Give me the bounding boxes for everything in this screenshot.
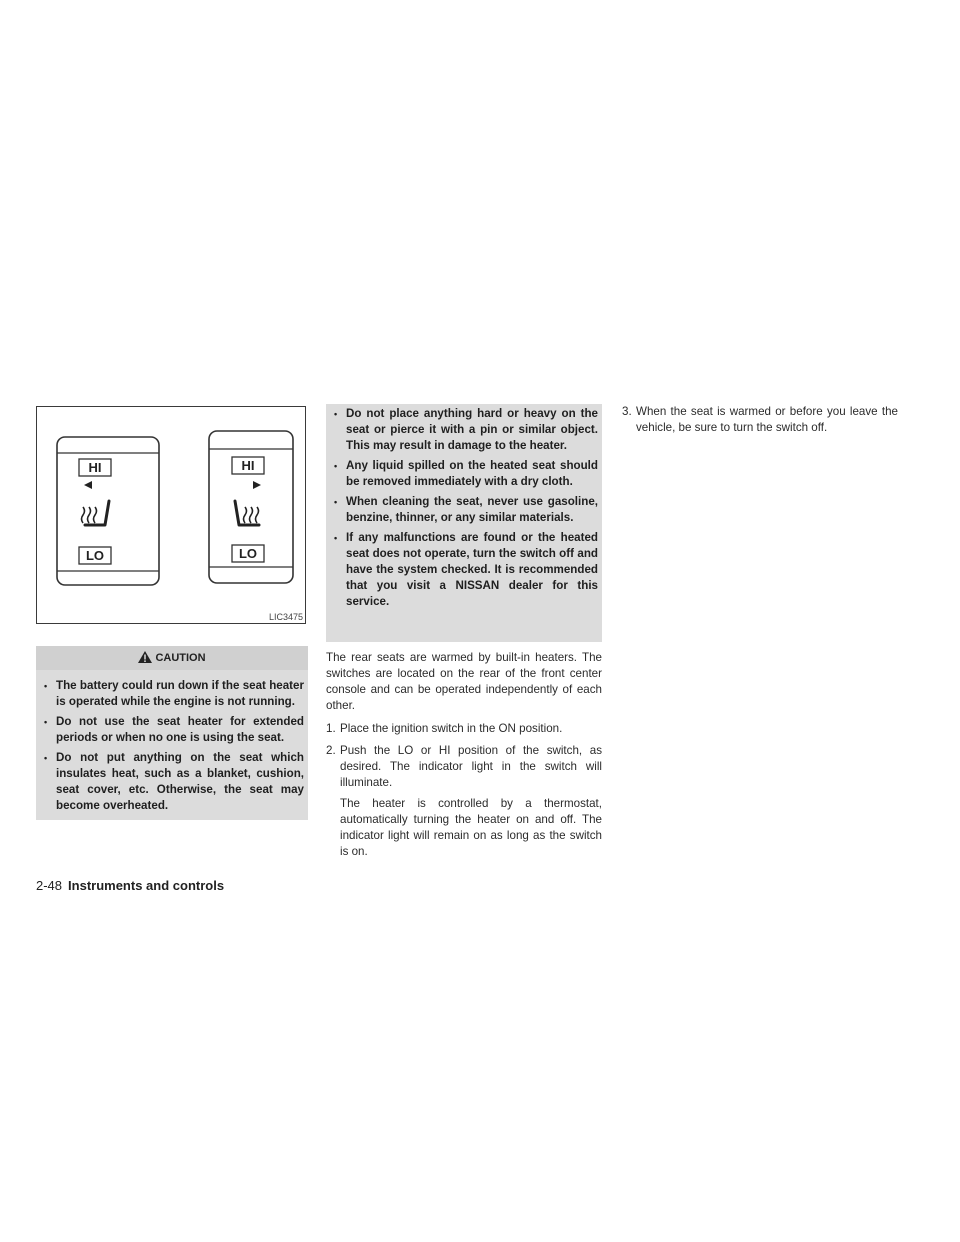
caution-list (36, 670, 308, 814)
left-lo-label: LO (85, 548, 105, 563)
left-hi-label: HI (88, 460, 102, 475)
right-hi-label: HI (241, 458, 255, 473)
caution-item: • Do not put anything on the seat which insulates heat, such as a blanket, cushion, seat cover, etc. Otherwise, the seat may become overheated. (44, 750, 304, 814)
intro-paragraph: The rear seats are warmed by built-in heaters. The switches are located on the rear of the front center console and can be operated independently of each other. (326, 651, 602, 712)
seat-heater-switch-figure (36, 406, 306, 624)
step-text: Place the ignition switch in the ON position. (340, 722, 563, 735)
page-footer (36, 878, 224, 893)
page-number: 2-48 (36, 878, 63, 893)
caution-title: CAUTION (155, 652, 206, 664)
body-column-3 (622, 404, 898, 442)
step-subtext: The heater is controlled by a thermostat, automatically turning the heater on and off. The indicator light will remain on as long as the switch is on. (340, 797, 602, 858)
seat-heater-switch-illustration (37, 407, 305, 623)
step-number: 1. (326, 722, 336, 735)
caution-item: • If any malfunctions are found or the heated seat does not operate, turn the switch off and have the system checked. It is recommended that you visit a NISSAN dealer for this service. (334, 530, 598, 610)
step-number: 2. (326, 744, 336, 757)
caution-box-continued (326, 404, 602, 642)
section-title: Instruments and controls (68, 878, 225, 893)
caution-item: • The battery could run down if the seat heater is operated while the engine is not running. (44, 678, 304, 710)
step-item (326, 721, 602, 737)
step-text: When the seat is warmed or before you leave the vehicle, be sure to turn the switch off. (636, 405, 898, 434)
body-column-2 (326, 650, 602, 866)
caution-item: • When cleaning the seat, never use gasoline, benzine, thinner, or any similar materials. (334, 494, 598, 526)
step-item (622, 404, 898, 436)
right-lo-label: LO (238, 546, 258, 561)
step-item (326, 743, 602, 860)
caution-list-continued (326, 404, 602, 610)
caution-item: • Any liquid spilled on the heated seat should be removed immediately with a dry cloth. (334, 458, 598, 490)
steps-list-continued (622, 404, 898, 436)
left-seat-heater-switch (57, 437, 159, 585)
right-seat-heater-switch (209, 431, 293, 583)
caution-header (36, 646, 308, 670)
figure-label: LIC3475 (268, 612, 303, 622)
caution-box (36, 646, 308, 820)
caution-item: • Do not place anything hard or heavy on the seat or pierce it with a pin or similar object. This may result in damage to the heater. (334, 406, 598, 454)
step-text: Push the LO or HI position of the switch, as desired. The indicator light in the switch will illuminate. (340, 744, 602, 789)
step-number: 3. (622, 405, 632, 418)
warning-triangle-icon (138, 651, 152, 663)
steps-list (326, 721, 602, 860)
caution-item: • Do not use the seat heater for extended periods or when no one is using the seat. (44, 714, 304, 746)
